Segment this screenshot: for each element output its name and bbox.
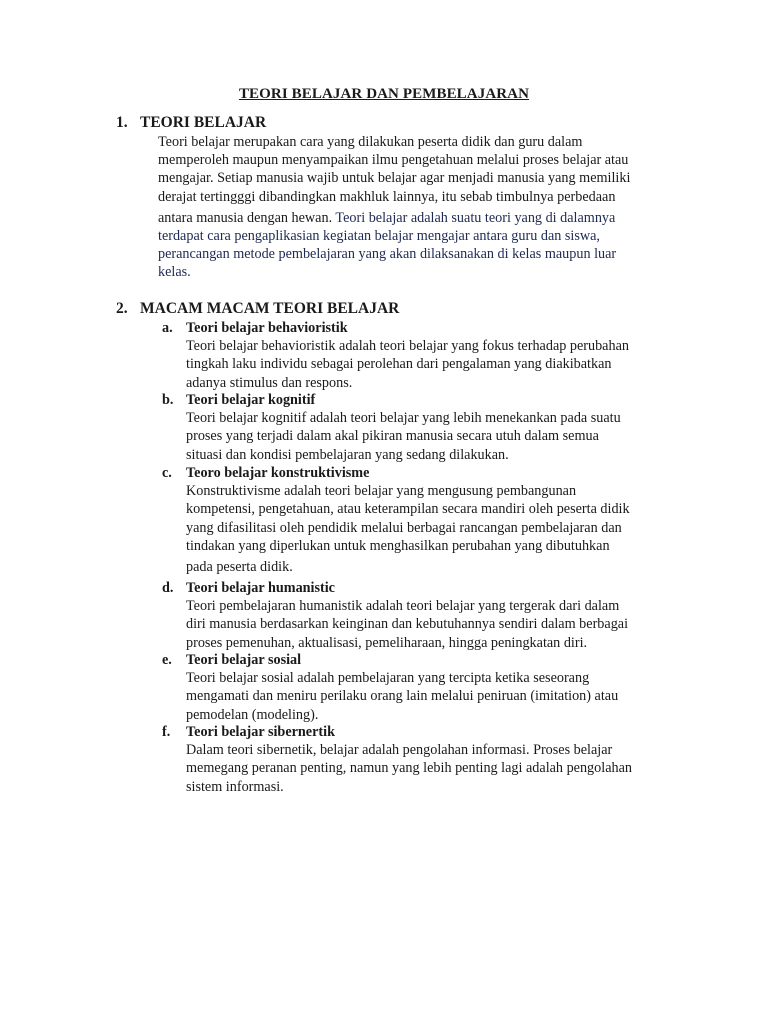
list-item-line: proses yang terjadi dalam akal pikiran manusia secara utuh dalam semua [186, 428, 599, 445]
section-1-heading [116, 114, 266, 132]
list-item-line: diri manusia berdasarkan keinginan dan kebutuhannya sendiri dalam berbagai [186, 616, 629, 633]
list-item-line: mengamati dan meniru perilaku orang lain melalui peniruan (imitation) atau [186, 688, 619, 705]
list-item-line: pemodelan (modeling). [186, 706, 319, 723]
paragraph-fragment: Teori belajar adalah suatu teori yang di dalamnya [335, 209, 616, 226]
list-item-line: Teori belajar behavioristik adalah teori belajar yang fokus terhadap perubahan [186, 338, 629, 355]
list-item-heading: Teoro belajar konstruktivisme [186, 465, 370, 481]
section-1-title: TEORI BELAJAR [140, 114, 267, 131]
paragraph-line: mengajar. Setiap manusia wajib untuk belajar agar menjadi manusia yang memiliki [158, 170, 631, 187]
paragraph-line: derajat tertingggi dibandingkan makhluk lainnya, itu sebab timbulnya perbedaan [158, 188, 616, 205]
list-item-kognitif [162, 391, 692, 464]
list-item-line: memegang peranan penting, namun yang lebih penting lagi adalah pengolahan [186, 760, 632, 777]
section-1-paragraph [158, 133, 688, 282]
paragraph-line: terdapat cara pengaplikasian kegiatan belajar mengajar antara guru dan siswa, [158, 228, 600, 245]
paragraph-line-composite [158, 209, 688, 227]
list-item-line: situasi dan kondisi pembelajaran yang sedang dilakukan. [186, 446, 509, 463]
section-2-number: 2. [116, 300, 128, 317]
section-2-title: MACAM MACAM TEORI BELAJAR [140, 300, 400, 317]
section-2-heading [116, 300, 399, 318]
list-item-letter: a. [162, 320, 173, 336]
list-item-line: Dalam teori sibernetik, belajar adalah pengolahan informasi. Proses belajar [186, 742, 613, 759]
list-item-letter: c. [162, 465, 172, 481]
list-item-line: proses pemenuhan, aktualisasi, pemeliharaan, hingga peningkatan diri. [186, 634, 588, 651]
list-item-behavioristik [162, 319, 692, 392]
list-item-heading: Teori belajar sibernertik [186, 724, 335, 740]
paragraph-line: memperoleh maupun menyampaikan ilmu pengetahuan melalui proses belajar atau [158, 152, 629, 169]
section-1-number: 1. [116, 114, 128, 131]
paragraph-line: Teori belajar merupakan cara yang dilakukan peserta didik dan guru dalam [158, 134, 583, 150]
list-item-line: adanya stimulus dan respons. [186, 374, 353, 391]
list-item-line: yang difasilitasi oleh pendidik melalui berbagai rancangan pembelajaran dan [186, 519, 622, 536]
list-item-line: kompetensi, pengetahuan, atau keterampilan secara mandiri oleh peserta didik [186, 501, 630, 518]
list-item-line: sistem informasi. [186, 778, 284, 795]
list-item-heading: Teori belajar kognitif [186, 392, 316, 408]
list-item-letter: b. [162, 392, 174, 408]
paragraph-fragment: antara manusia dengan hewan. [158, 209, 333, 226]
list-item-line: Konstruktivisme adalah teori belajar yang mengusung pembangunan [186, 483, 577, 500]
list-item-heading: Teori belajar sosial [186, 652, 302, 668]
list-item-konstruktivisme [162, 464, 692, 576]
list-item-letter: e. [162, 652, 172, 668]
list-item-sibernertik [162, 723, 692, 796]
paragraph-line: perancangan metode pembelajaran yang akan dilaksanakan di kelas maupun luar [158, 246, 617, 263]
list-item-line: Teori belajar kognitif adalah teori belajar yang lebih menekankan pada suatu [186, 410, 621, 427]
list-item-line: tindakan yang diperlukan untuk menghasilkan perubahan yang dibutuhkan [186, 537, 610, 554]
list-item-heading: Teori belajar behavioristik [186, 320, 348, 336]
list-item-line: pada peserta didik. [186, 559, 293, 576]
list-item-letter: d. [162, 580, 174, 596]
list-item-humanistic [162, 579, 692, 652]
paragraph-line: kelas. [158, 264, 191, 281]
list-item-heading: Teori belajar humanistic [186, 580, 335, 596]
list-item-line: Teori pembelajaran humanistik adalah teori belajar yang tergerak dari dalam [186, 598, 620, 615]
list-item-line: Teori belajar sosial adalah pembelajaran yang tercipta ketika seseorang [186, 670, 590, 687]
document-title: TEORI BELAJAR DAN PEMBELAJARAN [238, 86, 530, 102]
list-item-sosial [162, 651, 692, 724]
list-item-letter: f. [162, 724, 171, 740]
list-item-line: tingkah laku individu sebagai perolehan dari pengalaman yang diakibatkan [186, 356, 612, 373]
